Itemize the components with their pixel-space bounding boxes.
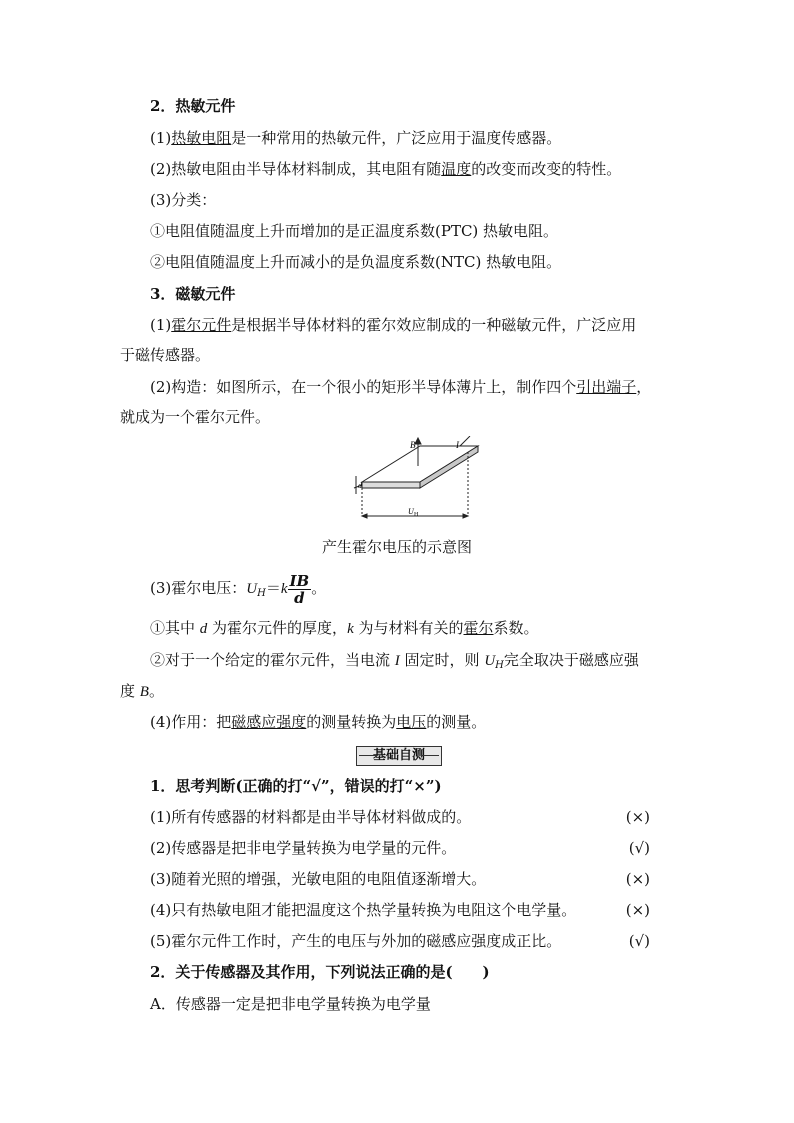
sec3-para-4: [150, 618, 710, 639]
fraction-numerator: IB: [289, 571, 310, 590]
judge-answer: (√): [628, 839, 650, 857]
label-d: d: [358, 481, 362, 490]
sec3-para-5-cont: [120, 681, 680, 702]
sec2-para-4: ①电阻值随温度上升而增加的是正温度系数(PTC) 热敏电阻。: [150, 222, 559, 240]
text: (4)作用：把: [150, 713, 232, 731]
label-U-sub: H: [414, 512, 419, 518]
underlined-term: 电压: [396, 713, 427, 731]
text: 。: [311, 579, 327, 597]
text: (1): [150, 316, 172, 334]
text: ①其中: [150, 619, 200, 637]
sec2-para-3: (3)分类：: [150, 191, 217, 209]
subscript: H: [495, 660, 504, 671]
var-k: k: [280, 581, 288, 597]
judge-item-1: [150, 807, 650, 827]
judge-answer: (√): [628, 932, 650, 950]
label-I: I: [456, 440, 459, 450]
q2-option-a: A．传感器一定是把非电学量转换为电学量: [150, 995, 431, 1013]
text: (2)构造：如图所示，在一个很小的矩形半导体薄片上，制作四个: [150, 378, 577, 396]
judge-text: (4)只有热敏电阻才能把温度这个热学量转换为电阻这个电学量。: [150, 901, 577, 919]
underlined-term: 霍尔: [463, 619, 494, 637]
section-3-title: 3．磁敏元件: [150, 285, 236, 303]
sec3-para-1: [150, 315, 710, 335]
hall-element-diagram: [352, 436, 484, 528]
var-U: U: [484, 653, 496, 669]
text: (1): [150, 129, 172, 147]
text: (3)霍尔电压：: [150, 579, 247, 597]
label-B: B: [410, 440, 416, 450]
judge-text: (5)霍尔元件工作时，产生的电压与外加的磁感应强度成正比。: [150, 932, 562, 950]
text: 是一种常用的热敏元件，广泛应用于温度传感器。: [231, 129, 562, 147]
sec3-para-2-cont: 就成为一个霍尔元件。: [120, 408, 271, 426]
sec3-para-6: [150, 712, 710, 732]
label-U: U: [408, 507, 414, 516]
text: 为霍尔元件的厚度，: [207, 619, 348, 637]
sec2-para-2: [150, 159, 710, 179]
judge-answer: (×): [625, 808, 650, 826]
sec3-para-5: [150, 650, 710, 676]
text: 的测量。: [426, 713, 487, 731]
var-U: U: [246, 581, 258, 597]
var-B: B: [139, 684, 149, 700]
text: 完全取决于磁感应强: [503, 651, 639, 669]
underlined-term: 霍尔元件: [171, 316, 232, 334]
judge-item-3: [150, 869, 650, 889]
text: 。: [148, 682, 164, 700]
judge-item-2: [150, 838, 650, 858]
sec3-para-1-cont: 于磁传感器。: [120, 346, 211, 364]
text: 是根据半导体材料的霍尔效应制成的一种磁敏元件，广泛应用: [231, 316, 637, 334]
text: 为与材料有关的: [353, 619, 464, 637]
sec2-para-5: ②电阻值随温度上升而减小的是负温度系数(NTC) 热敏电阻。: [150, 253, 562, 271]
fraction-denominator: d: [294, 588, 305, 607]
text: (2)热敏电阻由半导体材料制成，其电阻有随: [150, 160, 442, 178]
judge-text: (3)随着光照的增强，光敏电阻的电阻值逐渐增大。: [150, 870, 487, 888]
underlined-term: 磁感应强度: [231, 713, 307, 731]
var-d: d: [199, 621, 208, 637]
text: 系数。: [493, 619, 539, 637]
judge-answer: (×): [625, 870, 650, 888]
text: 固定时，则: [399, 651, 485, 669]
fraction: [288, 573, 312, 606]
figure-caption: 产生霍尔电压的示意图: [321, 538, 472, 556]
subscript: H: [257, 588, 266, 599]
sec3-para-3-formula: [150, 570, 710, 612]
q2-title: 2．关于传感器及其作用，下列说法正确的是( ): [150, 963, 490, 981]
judge-answer: (×): [625, 901, 650, 919]
var-I: I: [394, 653, 400, 669]
text: ，: [636, 378, 652, 396]
underlined-term: 温度: [441, 160, 472, 178]
judge-item-5: [150, 931, 650, 951]
section-2-title: 2．热敏元件: [150, 97, 236, 115]
text: 的测量转换为: [306, 713, 397, 731]
judge-text: (1)所有传感器的材料都是由半导体材料做成的。: [150, 808, 472, 826]
underlined-term: 热敏电阻: [171, 129, 232, 147]
text: ②对于一个给定的霍尔元件，当电流: [150, 651, 395, 669]
underlined-term: 引出端子: [576, 378, 637, 396]
q1-title: 1．思考判断(正确的打“√”，错误的打“×”): [150, 777, 442, 795]
var-k: k: [347, 621, 354, 637]
self-test-tag: 基础自测: [356, 746, 442, 766]
sec3-para-2: [150, 377, 710, 397]
judge-item-4: [150, 900, 650, 920]
judge-text: (2)传感器是把非电学量转换为电学量的元件。: [150, 839, 457, 857]
equals: ＝: [265, 579, 281, 597]
text: 的改变而改变的特性。: [471, 160, 622, 178]
text: 度: [120, 682, 140, 700]
sec2-para-1: [150, 128, 710, 148]
